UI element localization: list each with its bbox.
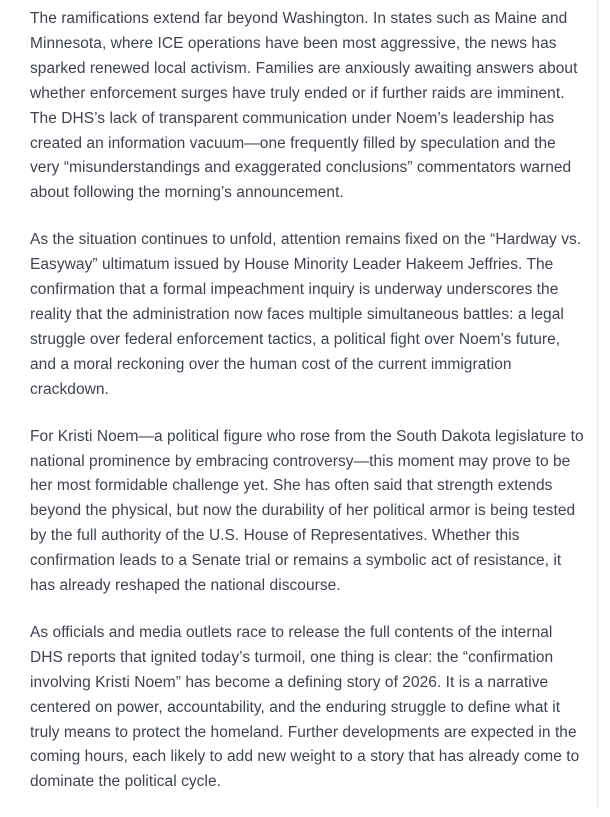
text-line: As the situation continues to unfold, attention remains fixed on the “Hardway vs. <box>30 231 582 249</box>
text-line: struggle over federal enforcement tactics, a political fight over Noem’s future, <box>30 330 561 348</box>
text-line: national prominence by embracing controversy—this moment may prove to be <box>30 452 571 470</box>
paragraph <box>30 228 584 402</box>
text-line: confirmation leads to a Senate trial or remains a symbolic act of resistance, it <box>30 552 562 570</box>
text-line: sparked renewed local activism. Families are anxiously awaiting answers about <box>30 59 578 77</box>
text-line: her most formidable challenge yet. She has often said that strength extends <box>30 477 553 495</box>
text-line: For Kristi Noem—a political figure who rose from the South Dakota legislature to <box>30 427 584 445</box>
text-line: whether enforcement surges have truly ended or if further raids are imminent. <box>30 84 565 102</box>
text-line: very “misunderstandings and exaggerated conclusions” commentators warned <box>30 159 572 177</box>
text-line: The ramifications extend far beyond Washington. In states such as Maine and <box>30 10 568 27</box>
content-right-border <box>597 0 598 808</box>
article-body <box>30 0 584 817</box>
text-line: confirmation that a formal impeachment inquiry is underway underscores the <box>30 281 559 299</box>
paragraph <box>30 7 584 206</box>
text-line: centered on power, accountability, and the enduring struggle to define what it <box>30 698 561 716</box>
text-line: has already reshaped the national discourse. <box>30 577 341 595</box>
text-line: and a moral reckoning over the human cost of the current immigration <box>30 355 512 373</box>
text-line: dominate the political cycle. <box>30 773 221 791</box>
text-line: about following the morning’s announcement. <box>30 184 344 202</box>
text-line: As officials and media outlets race to release the full contents of the internal <box>30 623 553 641</box>
text-line: Easyway” ultimatum issued by House Minority Leader Hakeem Jeffries. The <box>30 256 554 274</box>
text-line: The DHS’s lack of transparent communication under Noem’s leadership has <box>30 109 555 127</box>
text-line: beyond the physical, but now the durability of her political armor is being tested <box>30 502 576 520</box>
text-line: crackdown. <box>30 380 109 398</box>
text-line: reality that the administration now faces multiple simultaneous battles: a legal <box>30 305 564 323</box>
text-line: Minnesota, where ICE operations have been most aggressive, the news has <box>30 34 557 52</box>
text-line: by the full authority of the U.S. House of Representatives. Whether this <box>30 527 520 545</box>
paragraph <box>30 621 584 795</box>
text-line: created an information vacuum—one frequently filled by speculation and the <box>30 134 556 152</box>
text-line: coming hours, each likely to add new weight to a story that has already come to <box>30 748 580 766</box>
paragraph <box>30 425 584 599</box>
text-line: DHS reports that ignited today’s turmoil, one thing is clear: the “confirmation <box>30 648 554 666</box>
text-line: involving Kristi Noem” has become a defining story of 2026. It is a narrative <box>30 673 549 691</box>
text-line: truly means to protect the homeland. Further developments are expected in the <box>30 723 577 741</box>
